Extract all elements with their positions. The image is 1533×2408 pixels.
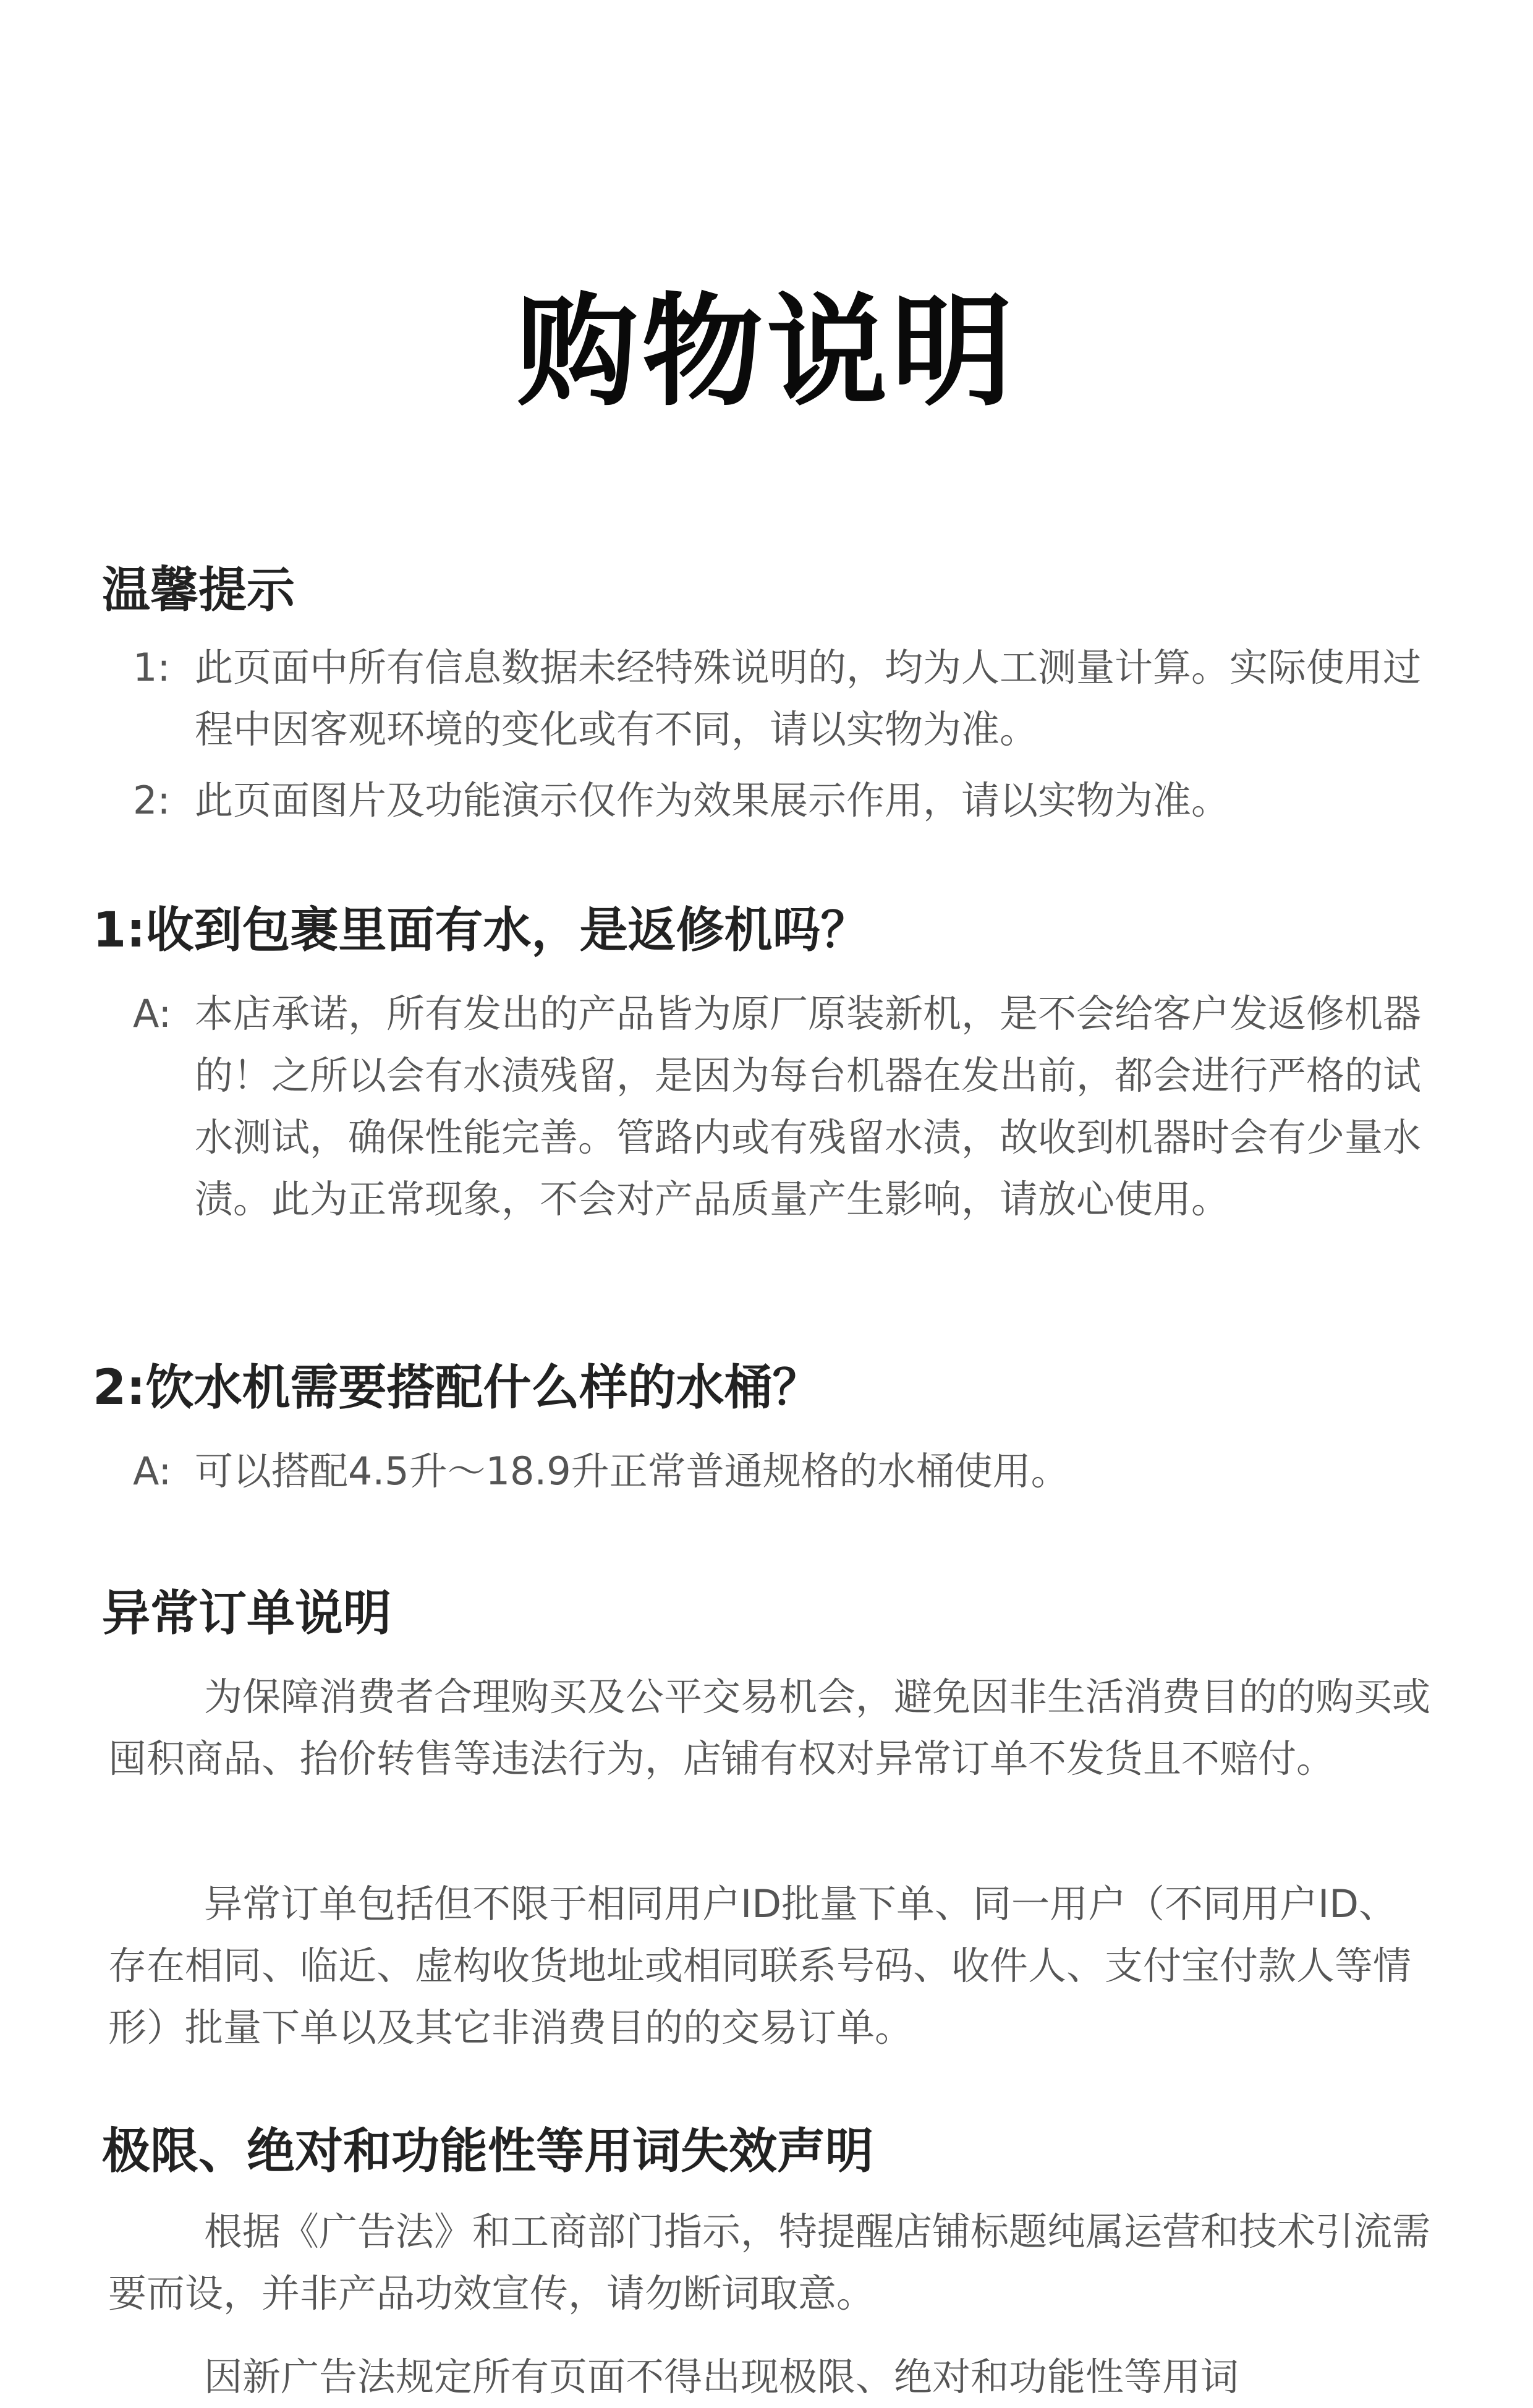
answer-prefix: A: bbox=[133, 1449, 172, 1494]
answer-prefix: A: bbox=[133, 991, 172, 1036]
tip-item bbox=[133, 637, 1443, 760]
tip-number: 2: bbox=[133, 778, 171, 823]
disclaimer-heading: 极限、绝对和功能性等用词失效声明 bbox=[102, 2124, 874, 2179]
answer-text: 本店承诺，所有发出的产品皆为原厂原装新机，是不会给客户发返修机器的！之所以会有水渍残留，是因为每台机器在发出前，都会进行严格的试水测试，确保性能完善。管路内或有残留水渍，故收到机器时会有少量水渍。此为正常现象，不会对产品质量产生影响，请放心使用。 bbox=[195, 991, 1422, 1222]
tip-text: 此页面中所有信息数据未经特殊说明的，均为人工测量计算。实际使用过程中因客观环境的变化或有不同，请以实物为准。 bbox=[195, 645, 1422, 752]
faq-answer-1 bbox=[133, 983, 1443, 1230]
tip-number: 1: bbox=[133, 645, 171, 690]
disclaimer-paragraph: 根据《广告法》和工商部门指示，特提醒店铺标题纯属运营和技术引流需要而设，并非产品功效宣传，请勿断词取意。 bbox=[108, 2209, 1431, 2316]
faq-question-2: 2:饮水机需要搭配什么样的水桶？ bbox=[93, 1360, 821, 1416]
answer-text: 可以搭配4.5升～18.9升正常普通规格的水桶使用。 bbox=[195, 1449, 1069, 1494]
abnormal-order-paragraph: 异常订单包括但不限于相同用户ID批量下单、同一用户（不同用户ID、存在相同、临近、虚构收货地址或相同联系号码、收件人、支付宝付款人等情形）批量下单以及其它非消费目的的交易订单。 bbox=[108, 1881, 1412, 2050]
tips-heading: 温馨提示 bbox=[102, 563, 295, 618]
faq-answer-2 bbox=[133, 1440, 1443, 1502]
page-title: 购物说明 bbox=[516, 282, 1016, 423]
tip-text: 此页面图片及功能演示仅作为效果展示作用，请以实物为准。 bbox=[195, 778, 1230, 823]
abnormal-order-heading: 异常订单说明 bbox=[102, 1586, 392, 1641]
faq-question-1: 1:收到包裹里面有水，是返修机吗？ bbox=[93, 903, 869, 958]
tip-item bbox=[133, 770, 1443, 832]
disclaimer-paragraph-cutoff: 因新广告法规定所有页面不得出现极限、绝对和功能性等用词 bbox=[204, 2354, 1239, 2399]
abnormal-order-paragraph: 为保障消费者合理购买及公平交易机会，避免因非生活消费目的的购买或囤积商品、抬价转售等违法行为，店铺有权对异常订单不发货且不赔付。 bbox=[108, 1674, 1431, 1781]
